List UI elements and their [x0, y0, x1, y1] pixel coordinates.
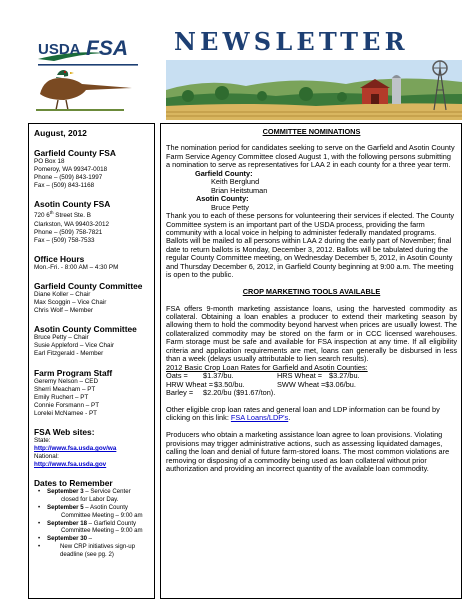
asotin-office-line: Clarkston, WA 99403-2012 [34, 220, 110, 228]
asotin-office-fax: Fax – (509) 758-7533 [34, 236, 95, 244]
garfield-office-phone: Phone – (509) 843-1997 [34, 174, 103, 182]
state-site-link[interactable]: http://www.fsa.usda.gov/wa [34, 445, 117, 453]
garfield-office-line: Pomeroy, WA 99347-0018 [34, 166, 108, 174]
dates-title: Dates to Remember [34, 478, 113, 489]
asotin-committee-member: Susie Appleford – Vice Chair [34, 342, 115, 350]
ldp-paragraph: Other eligible crop loan rates and general loan and LDP information can be found by clicking on this link: FSA Loans/LDP's. [166, 404, 440, 423]
garfield-committee-title: Garfield County Committee [34, 280, 143, 291]
pheasant-icon [36, 70, 132, 110]
national-site-label: National: [34, 453, 59, 461]
asotin-office-title: Asotin County FSA [34, 199, 111, 210]
issue-month: August, 2012 [34, 128, 87, 138]
farm-staff-title: Farm Program Staff [34, 367, 113, 378]
fsa-wordmark: FSA [86, 37, 128, 60]
newsletter-banner [28, 16, 462, 120]
asotin-office-address: 720 6th Street Ste. B [34, 210, 91, 220]
violations-body: Producers who obtain a marketing assistance loan agree to loan provisions. Violating provisions may trigger administrative actions, such as assessing liquidated damages, calling the loan and denial of future farm-stored loans. The most common violations are removing or disposing of a commodity being used as loan collateral without prior authorization and providing an incorrect quantity of the available loan commodity. [166, 430, 450, 474]
staff-member: Lorelei McNamee - PT [34, 409, 97, 417]
state-site-label: State: [34, 436, 51, 444]
asotin-committee-member: Bruce Petty – Chair [34, 334, 89, 342]
list-item: • September 18 – Garfield County Committee Meeting – 9:00 am [34, 520, 154, 536]
garfield-office-title: Garfield County FSA [34, 148, 116, 158]
staff-member: Sherri Meacham – PT [34, 385, 96, 393]
web-sites-title: FSA Web sites: [34, 426, 95, 437]
list-item: • September 30 – [34, 535, 154, 543]
crop-marketing-heading: CROP MARKETING TOOLS AVAILABLE [242, 287, 381, 297]
staff-member: Connie Forsmann – PT [34, 401, 100, 409]
garfield-office-line: PO Box 18 [34, 158, 65, 165]
loan-rates-title: 2012 Basic Crop Loan Rates for Garfield and Asotin Counties: [166, 362, 368, 372]
fsa-loans-link[interactable]: FSA Loans/LDP's [230, 413, 289, 423]
list-item: • September 5 – Asotin County Committee Meeting – 9:00 am [34, 504, 154, 520]
loan-rate-row: Barley = $2.20/bu ($91.67/ton). [166, 388, 276, 398]
farm-scene-icon [166, 60, 462, 120]
loan-rate-row: Oats = $1.37/bu. HRS Wheat = $3.27/bu. [166, 371, 360, 381]
garfield-committee-member: Chris Wolf – Member [34, 307, 94, 315]
list-item: • New CRP initiatives sign-up deadline (see pg. 2) [34, 543, 154, 559]
staff-member: Geremy Nelson – CED [34, 377, 99, 385]
silo-icon [392, 75, 401, 104]
dates-list [34, 488, 154, 558]
nominee-name: Brian Heitstuman [211, 185, 268, 195]
nominations-body: Thank you to each of these persons for volunteering their services if elected. The County Committee system is an important part of the USDA process, providing the farm community with a local voice in helping to administer federally mandated programs. Ballots will be mailed to all persons within LAA 2 during the early part of November; final date to return ballots is Monday, December 3, 2012. Ballots will be tabulated during the regular County Committee meeting, on Wednesday December 5, 2012, in Asotin County and Thursday December 6, 2012, in Garfield County beginning at 9:00 a.m. The meeting is open to the public. [166, 211, 455, 280]
garfield-committee-member: Diane Koller – Chair [34, 290, 91, 298]
list-item: • September 3 – Service Center closed for Labor Day. [34, 488, 154, 504]
garfield-committee-member: Max Scoggin – Vice Chair [34, 299, 107, 307]
usda-logo-icon [34, 28, 142, 114]
office-hours-line: Mon.-Fri. - 8:00 AM – 4:30 PM [34, 263, 119, 271]
asotin-office-phone: Phone – (509) 758-7821 [34, 228, 103, 236]
nominations-intro: The nomination period for candidates seeking to serve on the Garfield and Asotin County Farm Service Agency Committee closed August 1, with the following persons submitting a nomination to serve as representatives for LAA 2 in each county for a three year term. [166, 143, 455, 170]
office-hours-title: Office Hours [34, 253, 85, 264]
newsletter-title: NEWSLETTER [174, 27, 409, 56]
staff-member: Emily Ruchert – PT [34, 393, 89, 401]
sidebar [28, 123, 155, 599]
main-column [160, 123, 462, 599]
usda-wordmark: USDA [38, 41, 81, 58]
garfield-nominees-label: Garfield County: [195, 168, 253, 178]
national-site-link[interactable]: http://www.fsa.usda.gov [34, 461, 107, 469]
asotin-committee-title: Asotin County Committee [34, 324, 137, 335]
nominee-name: Bruce Petty [211, 202, 249, 212]
nominations-heading: COMMITTEE NOMINATIONS [262, 127, 361, 136]
asotin-nominees-label: Asotin County: [196, 194, 249, 204]
asotin-committee-member: Earl Fitzgerald - Member [34, 350, 104, 358]
loan-rate-row: HRW Wheat = $3.50/bu. SWW Wheat =$3.06/bu. [166, 379, 356, 389]
garfield-office-fax: Fax – (509) 843-1168 [34, 182, 95, 190]
nominee-name: Keith Berglund [211, 177, 260, 187]
crop-marketing-body: FSA offers 9-month marketing assistance loans, using the harvested commodity as collateral. Obtaining a loan enables a producer to extend their marketing season by allowing them to hold the commodity beyond harvest when prices are usually lowest. The collateralized commodity may be stored on the farm or in CCC licensed warehouses. Farm storage must be safe and available for FSA inspection at any time. If all eligibility criteria and application requirements are met, loans can generally be disbursed in less than a week (delays usually attributable to lien search results). [166, 303, 457, 364]
